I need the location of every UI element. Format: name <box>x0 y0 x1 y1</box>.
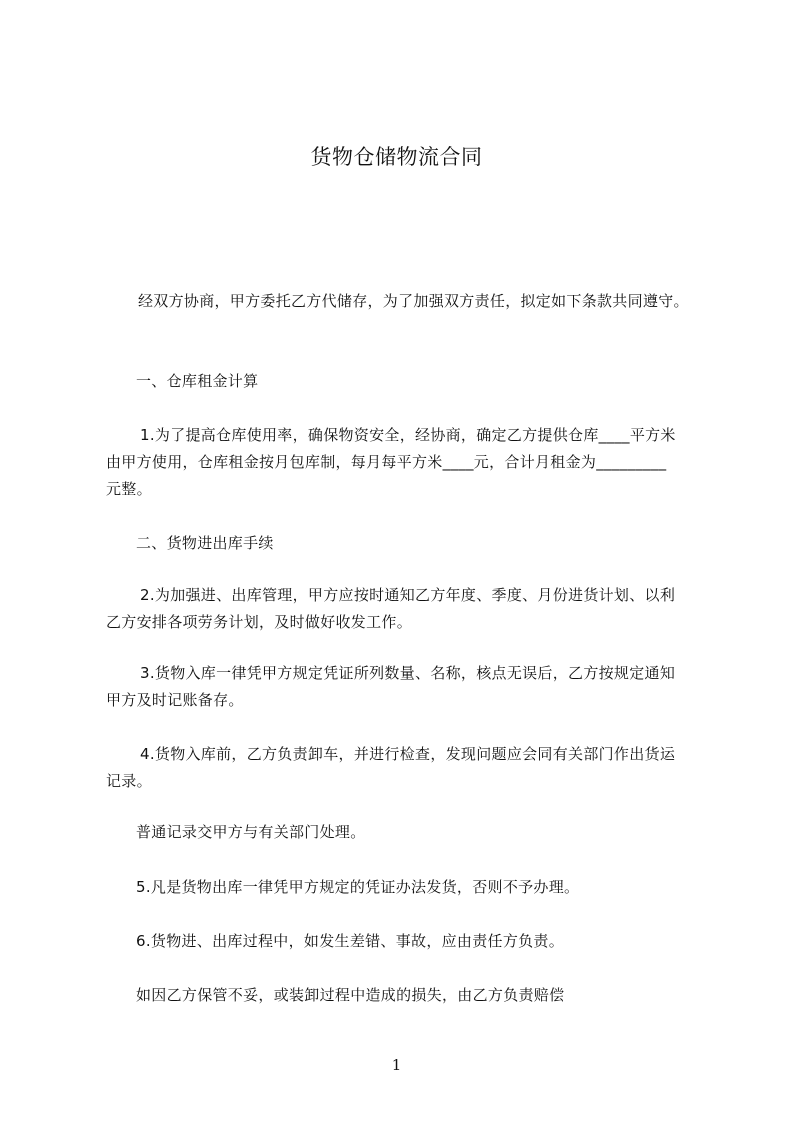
clause-4-line-1: 4.货物入库前，乙方负责卸车，并进行检查，发现问题应会同有关部门作出货运 <box>140 745 676 763</box>
section-heading-rent: 一、仓库租金计算 <box>136 372 259 390</box>
clause-4-note: 普通记录交甲方与有关部门处理。 <box>136 823 366 841</box>
intro-paragraph: 经双方协商，甲方委托乙方代储存，为了加强双方责任，拟定如下条款共同遵守。 <box>138 292 689 310</box>
clause-3-line-1: 3.货物入库一律凭甲方规定凭证所列数量、名称，核点无误后，乙方按规定通知 <box>140 664 676 682</box>
clause-1-line-3: 元整。 <box>106 480 152 498</box>
clause-1-line-1: 1.为了提高仓库使用率，确保物资安全，经协商，确定乙方提供仓库____平方米 <box>140 426 676 444</box>
clause-2-line-2: 乙方安排各项劳务计划，及时做好收发工作。 <box>106 613 413 631</box>
section-heading-procedures: 二、货物进出库手续 <box>136 534 274 552</box>
document-title: 货物仓储物流合同 <box>310 145 483 169</box>
clause-4-line-2: 记录。 <box>106 772 152 790</box>
clause-2-line-1: 2.为加强进、出库管理，甲方应按时通知乙方年度、季度、月份进货计划、以利 <box>140 586 676 604</box>
clause-3-line-2: 甲方及时记账备存。 <box>106 691 244 709</box>
clause-6: 6.货物进、出库过程中，如发生差错、事故，应由责任方负责。 <box>136 932 565 950</box>
clause-1-line-2: 由甲方使用，仓库租金按月包库制，每月每平方米____元，合计月租金为_________ <box>106 453 667 471</box>
clause-5: 5.凡是货物出库一律凭甲方规定的凭证办法发货，否则不予办理。 <box>136 878 580 896</box>
clause-6-note: 如因乙方保管不妥，或装卸过程中造成的损失，由乙方负责赔偿 <box>136 986 565 1004</box>
page-number: 1 <box>391 1056 402 1074</box>
